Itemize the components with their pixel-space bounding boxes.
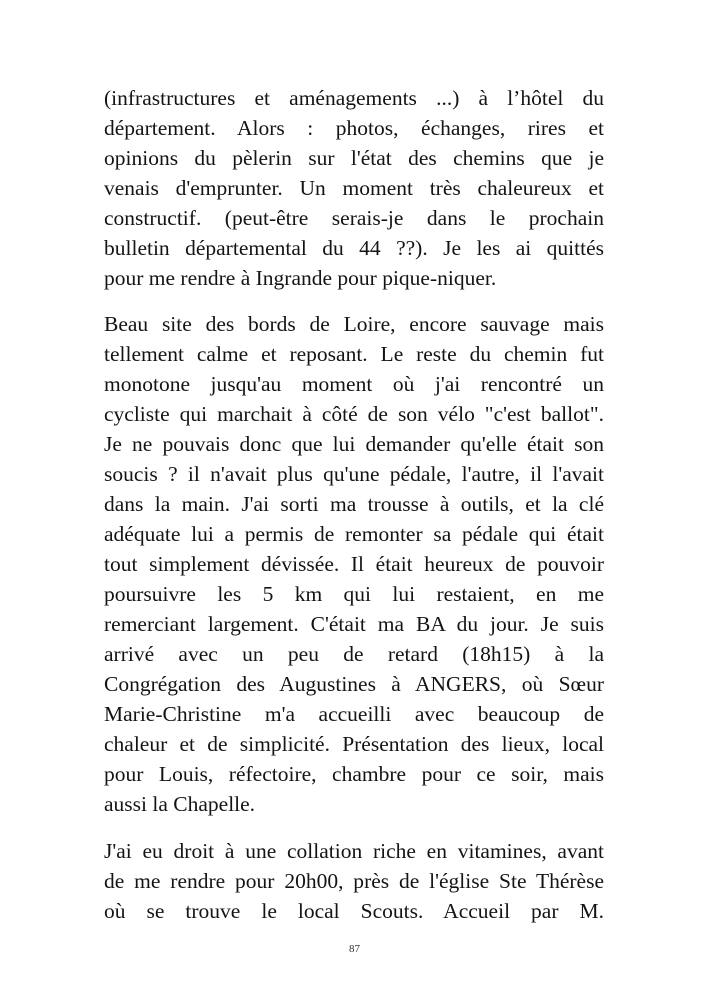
- text-line: département. Alors : photos, échanges, rires et: [104, 116, 604, 140]
- text-line: (infrastructures et aménagements ...) à l’hôtel du: [104, 86, 604, 110]
- text-line: Beau site des bords de Loire, encore sauvage mais: [104, 312, 604, 336]
- text-line: chaleur et de simplicité. Présentation des lieux, local: [104, 732, 604, 756]
- text-line: adéquate lui a permis de remonter sa pédale qui était: [104, 522, 604, 546]
- text-line: tellement calme et reposant. Le reste du chemin fut: [104, 342, 604, 366]
- text-line: pour Louis, réfectoire, chambre pour ce soir, mais: [104, 762, 604, 786]
- text-line: aussi la Chapelle.: [104, 792, 256, 816]
- text-line: Congrégation des Augustines à ANGERS, où Sœur: [104, 672, 604, 696]
- text-line: où se trouve le local Scouts. Accueil par M.: [104, 899, 604, 923]
- text-line: dans la main. J'ai sorti ma trousse à outils, et la clé: [104, 492, 604, 516]
- text-line: bulletin départemental du 44 ??). Je les ai quittés: [104, 236, 604, 260]
- paragraph-3: [104, 836, 604, 926]
- text-line: opinions du pèlerin sur l'état des chemins que je: [104, 146, 604, 170]
- text-line: venais d'emprunter. Un moment très chaleureux et: [104, 176, 604, 200]
- text-line: J'ai eu droit à une collation riche en vitamines, avant: [104, 839, 604, 863]
- text-line: constructif. (peut-être serais-je dans le prochain: [104, 206, 604, 230]
- text-line: soucis ? il n'avait plus qu'une pédale, l'autre, il l'avait: [104, 462, 604, 486]
- text-line: monotone jusqu'au moment où j'ai rencontré un: [104, 372, 604, 396]
- text-line: de me rendre pour 20h00, près de l'église Ste Thérèse: [104, 869, 604, 893]
- text-line: Marie-Christine m'a accueilli avec beaucoup de: [104, 702, 604, 726]
- text-line: arrivé avec un peu de retard (18h15) à la: [104, 642, 604, 666]
- text-line: poursuivre les 5 km qui lui restaient, en me: [104, 582, 604, 606]
- paragraph-2: [104, 309, 604, 819]
- page-number: 87: [349, 943, 360, 955]
- text-line: Je ne pouvais donc que lui demander qu'elle était son: [104, 432, 604, 456]
- paragraph-1: [104, 83, 604, 293]
- text-line: remerciant largement. C'était ma BA du jour. Je suis: [104, 612, 604, 636]
- text-line: pour me rendre à Ingrande pour pique-niquer.: [104, 266, 497, 290]
- text-line: tout simplement dévissée. Il était heureux de pouvoir: [104, 552, 604, 576]
- text-line: cycliste qui marchait à côté de son vélo "c'est ballot".: [104, 402, 604, 426]
